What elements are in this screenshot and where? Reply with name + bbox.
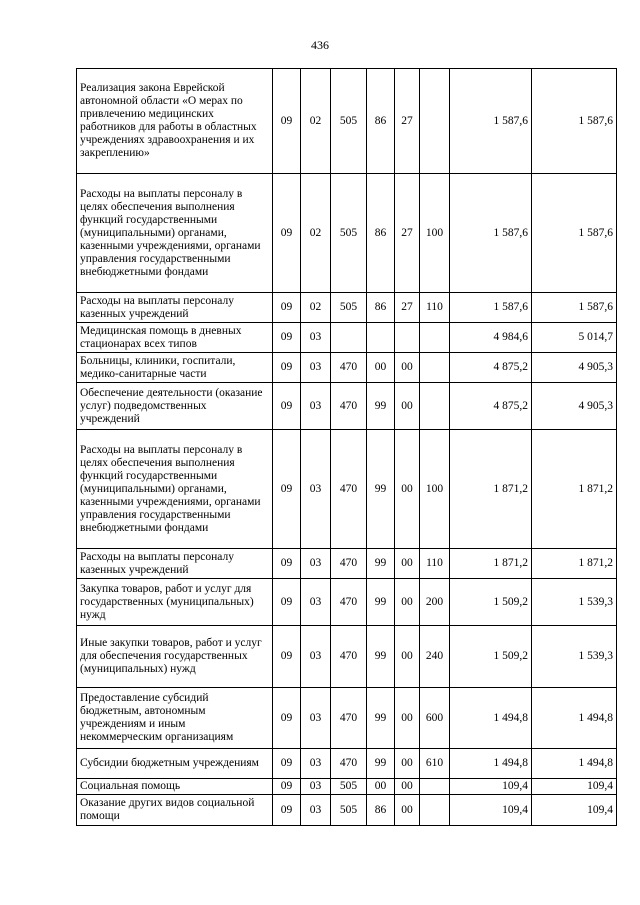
target-article-code: 505 bbox=[331, 293, 367, 323]
subsection-code: 03 bbox=[301, 626, 331, 688]
expense-type-code bbox=[420, 69, 450, 174]
section-code: 09 bbox=[273, 749, 301, 779]
subsection-code: 03 bbox=[301, 323, 331, 353]
table-row bbox=[77, 323, 617, 353]
expense-type-code: 110 bbox=[420, 549, 450, 579]
subsection-code: 03 bbox=[301, 795, 331, 826]
table-row bbox=[77, 69, 617, 174]
row-name: Расходы на выплаты персоналу казенных учреждений bbox=[77, 293, 273, 323]
target-article-code-2: 86 bbox=[367, 293, 395, 323]
section-code: 09 bbox=[273, 626, 301, 688]
amount-year-2: 1 587,6 bbox=[532, 293, 617, 323]
amount-year-2: 1 539,3 bbox=[532, 626, 617, 688]
target-article-code-2: 99 bbox=[367, 626, 395, 688]
target-article-code-2: 99 bbox=[367, 383, 395, 430]
section-code: 09 bbox=[273, 795, 301, 826]
target-article-code bbox=[331, 323, 367, 353]
expense-type-code bbox=[420, 383, 450, 430]
target-article-code-3: 27 bbox=[395, 174, 420, 293]
table-row bbox=[77, 353, 617, 383]
target-article-code-2: 00 bbox=[367, 779, 395, 795]
target-article-code: 505 bbox=[331, 795, 367, 826]
expense-type-code: 100 bbox=[420, 430, 450, 549]
row-name: Закупка товаров, работ и услуг для государственных (муниципальных) нужд bbox=[77, 579, 273, 626]
target-article-code: 505 bbox=[331, 69, 367, 174]
section-code: 09 bbox=[273, 69, 301, 174]
subsection-code: 03 bbox=[301, 549, 331, 579]
section-code: 09 bbox=[273, 579, 301, 626]
target-article-code: 505 bbox=[331, 174, 367, 293]
target-article-code-3: 00 bbox=[395, 795, 420, 826]
table-row bbox=[77, 779, 617, 795]
amount-year-1: 1 587,6 bbox=[450, 293, 532, 323]
subsection-code: 02 bbox=[301, 293, 331, 323]
row-name: Реализация закона Еврейской автономной области «О мерах по привлечению медицинских работников для работы в областных учреждениях здравоохранения и их закреплению» bbox=[77, 69, 273, 174]
expense-type-code bbox=[420, 323, 450, 353]
expense-type-code: 240 bbox=[420, 626, 450, 688]
target-article-code-3: 27 bbox=[395, 69, 420, 174]
row-name: Расходы на выплаты персоналу казенных учреждений bbox=[77, 549, 273, 579]
target-article-code-2: 00 bbox=[367, 353, 395, 383]
target-article-code-2: 99 bbox=[367, 579, 395, 626]
section-code: 09 bbox=[273, 323, 301, 353]
amount-year-2: 1 587,6 bbox=[532, 174, 617, 293]
section-code: 09 bbox=[273, 383, 301, 430]
section-code: 09 bbox=[273, 293, 301, 323]
section-code: 09 bbox=[273, 174, 301, 293]
expense-type-code: 110 bbox=[420, 293, 450, 323]
target-article-code-3: 00 bbox=[395, 579, 420, 626]
row-name: Медицинская помощь в дневных стационарах всех типов bbox=[77, 323, 273, 353]
expense-type-code bbox=[420, 353, 450, 383]
amount-year-2: 1 587,6 bbox=[532, 69, 617, 174]
amount-year-2: 5 014,7 bbox=[532, 323, 617, 353]
section-code: 09 bbox=[273, 430, 301, 549]
target-article-code-3: 00 bbox=[395, 549, 420, 579]
budget-table bbox=[76, 68, 617, 826]
target-article-code-2: 99 bbox=[367, 430, 395, 549]
subsection-code: 03 bbox=[301, 779, 331, 795]
amount-year-2: 109,4 bbox=[532, 779, 617, 795]
target-article-code: 470 bbox=[331, 549, 367, 579]
expense-type-code bbox=[420, 795, 450, 826]
target-article-code-2 bbox=[367, 323, 395, 353]
table-row bbox=[77, 626, 617, 688]
row-name: Оказание других видов социальной помощи bbox=[77, 795, 273, 826]
expense-type-code bbox=[420, 779, 450, 795]
target-article-code-3: 00 bbox=[395, 626, 420, 688]
subsection-code: 03 bbox=[301, 688, 331, 749]
subsection-code: 03 bbox=[301, 579, 331, 626]
target-article-code: 470 bbox=[331, 749, 367, 779]
section-code: 09 bbox=[273, 779, 301, 795]
target-article-code: 470 bbox=[331, 579, 367, 626]
subsection-code: 03 bbox=[301, 430, 331, 549]
table-row bbox=[77, 579, 617, 626]
subsection-code: 03 bbox=[301, 353, 331, 383]
target-article-code-2: 86 bbox=[367, 174, 395, 293]
target-article-code: 470 bbox=[331, 353, 367, 383]
target-article-code-3: 00 bbox=[395, 430, 420, 549]
target-article-code: 470 bbox=[331, 626, 367, 688]
amount-year-1: 1 494,8 bbox=[450, 688, 532, 749]
section-code: 09 bbox=[273, 549, 301, 579]
subsection-code: 03 bbox=[301, 383, 331, 430]
amount-year-1: 1 494,8 bbox=[450, 749, 532, 779]
target-article-code-3: 27 bbox=[395, 293, 420, 323]
table-row bbox=[77, 174, 617, 293]
expense-type-code: 200 bbox=[420, 579, 450, 626]
expense-type-code: 600 bbox=[420, 688, 450, 749]
row-name: Иные закупки товаров, работ и услуг для обеспечения государственных (муниципальных) нужд bbox=[77, 626, 273, 688]
target-article-code: 470 bbox=[331, 688, 367, 749]
row-name: Расходы на выплаты персоналу в целях обеспечения выполнения функций государственными (муниципальными) органами, казенными учреждениями, органами управления государственными внебюджетными фондами bbox=[77, 430, 273, 549]
amount-year-1: 1 871,2 bbox=[450, 549, 532, 579]
target-article-code-2: 86 bbox=[367, 795, 395, 826]
row-name: Расходы на выплаты персоналу в целях обеспечения выполнения функций государственными (муниципальными) органами, казенными учреждениями, органами управления государственными внебюджетными фондами bbox=[77, 174, 273, 293]
row-name: Больницы, клиники, госпитали, медико-санитарные части bbox=[77, 353, 273, 383]
target-article-code: 470 bbox=[331, 430, 367, 549]
amount-year-2: 1 539,3 bbox=[532, 579, 617, 626]
amount-year-1: 1 871,2 bbox=[450, 430, 532, 549]
table-row bbox=[77, 749, 617, 779]
amount-year-2: 4 905,3 bbox=[532, 383, 617, 430]
amount-year-1: 1 587,6 bbox=[450, 69, 532, 174]
target-article-code-3: 00 bbox=[395, 353, 420, 383]
amount-year-2: 1 494,8 bbox=[532, 749, 617, 779]
target-article-code: 505 bbox=[331, 779, 367, 795]
page-number: 436 bbox=[311, 38, 329, 52]
target-article-code-3: 00 bbox=[395, 779, 420, 795]
row-name: Субсидии бюджетным учреждениям bbox=[77, 749, 273, 779]
amount-year-2: 109,4 bbox=[532, 795, 617, 826]
amount-year-1: 109,4 bbox=[450, 795, 532, 826]
row-name: Обеспечение деятельности (оказание услуг) подведомственных учреждений bbox=[77, 383, 273, 430]
amount-year-1: 4 875,2 bbox=[450, 353, 532, 383]
table-row bbox=[77, 688, 617, 749]
amount-year-1: 1 587,6 bbox=[450, 174, 532, 293]
subsection-code: 02 bbox=[301, 69, 331, 174]
target-article-code-2: 86 bbox=[367, 69, 395, 174]
table-row bbox=[77, 293, 617, 323]
section-code: 09 bbox=[273, 688, 301, 749]
amount-year-1: 4 875,2 bbox=[450, 383, 532, 430]
amount-year-1: 109,4 bbox=[450, 779, 532, 795]
target-article-code-3 bbox=[395, 323, 420, 353]
amount-year-1: 1 509,2 bbox=[450, 579, 532, 626]
target-article-code-2: 99 bbox=[367, 549, 395, 579]
amount-year-2: 1 871,2 bbox=[532, 430, 617, 549]
amount-year-1: 1 509,2 bbox=[450, 626, 532, 688]
row-name: Предоставление субсидий бюджетным, автономным учреждениям и иным некоммерческим организациям bbox=[77, 688, 273, 749]
amount-year-2: 1 871,2 bbox=[532, 549, 617, 579]
row-name: Социальная помощь bbox=[77, 779, 273, 795]
table-row bbox=[77, 549, 617, 579]
table-row bbox=[77, 430, 617, 549]
target-article-code-3: 00 bbox=[395, 688, 420, 749]
target-article-code-3: 00 bbox=[395, 383, 420, 430]
expense-type-code: 610 bbox=[420, 749, 450, 779]
target-article-code-2: 99 bbox=[367, 688, 395, 749]
subsection-code: 03 bbox=[301, 749, 331, 779]
target-article-code-2: 99 bbox=[367, 749, 395, 779]
amount-year-1: 4 984,6 bbox=[450, 323, 532, 353]
subsection-code: 02 bbox=[301, 174, 331, 293]
table-row bbox=[77, 383, 617, 430]
section-code: 09 bbox=[273, 353, 301, 383]
amount-year-2: 1 494,8 bbox=[532, 688, 617, 749]
expense-type-code: 100 bbox=[420, 174, 450, 293]
target-article-code: 470 bbox=[331, 383, 367, 430]
amount-year-2: 4 905,3 bbox=[532, 353, 617, 383]
table-row bbox=[77, 795, 617, 826]
target-article-code-3: 00 bbox=[395, 749, 420, 779]
